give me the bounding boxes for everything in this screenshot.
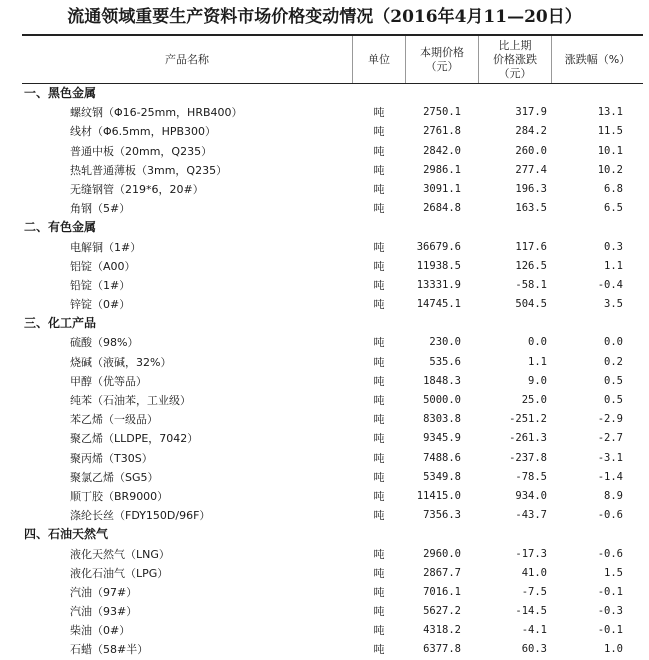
cell-price: 7016.1 [423, 585, 461, 598]
section-title: 四、石油天然气 [24, 527, 109, 542]
cell-pct: 1.5 [604, 566, 623, 579]
cell-product-name: 锌锭（0#） [70, 298, 131, 312]
header-change [479, 36, 551, 83]
table-row [0, 333, 649, 352]
cell-unit: 吨 [373, 605, 385, 619]
table-row [0, 276, 649, 295]
table-row [0, 602, 649, 621]
table-row [0, 545, 649, 564]
cell-price: 230.0 [429, 336, 461, 349]
cell-change: 277.4 [515, 163, 547, 176]
cell-unit: 吨 [373, 336, 385, 350]
table-row [0, 161, 649, 180]
table-row [0, 564, 649, 583]
table-row [0, 180, 649, 199]
cell-change: 0.0 [528, 336, 547, 349]
cell-price: 535.6 [429, 355, 461, 368]
table-body [0, 84, 649, 660]
cell-unit: 吨 [373, 566, 385, 580]
cell-pct: 0.2 [604, 355, 623, 368]
cell-product-name: 角钢（5#） [70, 202, 131, 216]
cell-unit: 吨 [373, 509, 385, 523]
cell-change: 934.0 [515, 489, 547, 502]
section-title: 二、有色金属 [24, 220, 97, 235]
cell-change: -17.3 [515, 547, 547, 560]
cell-unit: 吨 [373, 163, 385, 177]
table-row [0, 353, 649, 372]
cell-pct: -0.1 [597, 585, 623, 598]
cell-pct: 0.5 [604, 394, 623, 406]
cell-price: 9345.9 [423, 432, 461, 445]
cell-product-name: 硫酸（98%） [70, 336, 139, 350]
cell-unit: 吨 [373, 624, 385, 638]
cell-change: 504.5 [515, 298, 547, 311]
header-change-line2: 价格涨跌 [493, 52, 537, 66]
cell-change: -58.1 [515, 278, 547, 291]
cell-pct: 13.1 [597, 106, 623, 119]
cell-unit: 吨 [373, 144, 385, 158]
cell-pct: -0.6 [597, 547, 623, 560]
table-row [0, 295, 649, 314]
cell-pct: 3.5 [604, 298, 623, 311]
cell-unit: 吨 [373, 643, 385, 657]
cell-pct: 8.9 [604, 489, 623, 502]
cell-price: 4318.2 [423, 624, 461, 637]
cell-unit: 吨 [373, 278, 385, 292]
table-row [0, 103, 649, 122]
cell-price: 7356.3 [423, 509, 461, 522]
table-row [0, 583, 649, 602]
cell-price: 2960.0 [423, 547, 461, 560]
header-price-line2: （元） [425, 59, 459, 73]
table-row [0, 621, 649, 640]
cell-pct: 6.5 [604, 202, 623, 215]
cell-pct: 11.5 [597, 125, 623, 138]
cell-change: 317.9 [515, 106, 547, 119]
cell-pct: -0.4 [597, 278, 623, 291]
table-row [0, 257, 649, 276]
cell-pct: 0.5 [604, 374, 623, 387]
cell-pct: 0.3 [604, 240, 623, 253]
cell-price: 1848.3 [423, 374, 461, 387]
cell-unit: 吨 [373, 259, 385, 273]
cell-pct: 0.0 [604, 336, 623, 349]
section-title: 一、黑色金属 [24, 86, 97, 100]
table-row [0, 449, 649, 468]
cell-price: 36679.6 [416, 240, 461, 253]
cell-price: 13331.9 [416, 278, 461, 291]
table-row [0, 506, 649, 525]
cell-product-name: 液化天然气（LNG） [70, 547, 170, 561]
cell-product-name: 电解铜（1#） [70, 240, 142, 254]
header-price [406, 36, 478, 83]
header-price-line1: 本期价格 [420, 45, 464, 59]
cell-unit: 吨 [373, 182, 385, 196]
cell-unit: 吨 [373, 547, 385, 561]
cell-change: 163.5 [515, 202, 547, 215]
cell-pct: -0.6 [597, 509, 623, 522]
cell-change: 126.5 [515, 259, 547, 272]
table-row [0, 142, 649, 161]
cell-price: 2867.7 [423, 566, 461, 579]
header-unit: 单位 [368, 52, 390, 66]
cell-price: 5627.2 [423, 605, 461, 618]
cell-pct: 10.2 [597, 163, 623, 176]
cell-pct: -3.1 [597, 451, 623, 464]
table-row [0, 372, 649, 391]
cell-unit: 吨 [373, 413, 385, 427]
cell-product-name: 聚丙烯（T30S） [70, 451, 153, 465]
section-title: 三、化工产品 [24, 316, 97, 331]
cell-price: 3091.1 [423, 182, 461, 195]
table-row [0, 410, 649, 429]
cell-price: 7488.6 [423, 451, 461, 464]
cell-product-name: 无缝钢管（219*6，20#） [70, 182, 204, 196]
cell-change: -14.5 [515, 605, 547, 618]
cell-price: 11938.5 [416, 259, 461, 272]
table-row [0, 429, 649, 448]
cell-unit: 吨 [373, 470, 385, 484]
cell-price: 5349.8 [423, 470, 461, 483]
cell-product-name: 甲醇（优等品） [70, 374, 147, 388]
cell-product-name: 烧碱（液碱，32%） [70, 355, 172, 369]
cell-product-name: 顺丁胶（BR9000） [70, 489, 169, 503]
cell-price: 2986.1 [423, 163, 461, 176]
cell-product-name: 铝锭（A00） [70, 259, 136, 273]
cell-change: -4.1 [521, 624, 547, 637]
cell-unit: 吨 [373, 489, 385, 503]
cell-pct: -0.3 [597, 605, 623, 618]
cell-price: 5000.0 [423, 394, 461, 406]
table-row [0, 487, 649, 506]
header-product-name: 产品名称 [165, 52, 209, 66]
cell-pct: -2.7 [597, 432, 623, 445]
cell-unit: 吨 [373, 394, 385, 407]
cell-pct: 1.0 [604, 643, 623, 656]
cell-price: 2750.1 [423, 106, 461, 119]
cell-pct: 6.8 [604, 182, 623, 195]
cell-price: 2842.0 [423, 144, 461, 157]
cell-product-name: 铅锭（1#） [70, 278, 131, 292]
cell-price: 8303.8 [423, 413, 461, 426]
cell-product-name: 普通中板（20mm，Q235） [70, 144, 213, 158]
section-row [0, 218, 649, 237]
cell-unit: 吨 [373, 125, 385, 139]
cell-unit: 吨 [373, 106, 385, 120]
header-change-line1: 比上期 [498, 38, 532, 52]
cell-pct: -2.9 [597, 413, 623, 426]
table-row [0, 391, 649, 410]
cell-unit: 吨 [373, 355, 385, 369]
cell-product-name: 线材（Φ6.5mm，HPB300） [70, 125, 217, 139]
cell-unit: 吨 [373, 585, 385, 599]
header-change-line3: （元） [498, 66, 532, 80]
cell-product-name: 纯苯（石油苯，工业级） [70, 394, 191, 407]
cell-pct: 10.1 [597, 144, 623, 157]
cell-change: 41.0 [521, 566, 547, 579]
cell-pct: -0.1 [597, 624, 623, 637]
header-pct: 涨跌幅（%） [564, 52, 631, 66]
cell-product-name: 聚乙烯（LLDPE，7042） [70, 432, 199, 446]
cell-change: -237.8 [509, 451, 547, 464]
cell-change: 9.0 [528, 374, 547, 387]
cell-change: -261.3 [509, 432, 547, 445]
cell-product-name: 柴油（0#） [70, 624, 131, 638]
section-row [0, 84, 649, 103]
table-row [0, 122, 649, 141]
section-row [0, 525, 649, 544]
cell-change: 117.6 [515, 240, 547, 253]
table-row [0, 238, 649, 257]
cell-price: 11415.0 [416, 489, 461, 502]
page-title: 流通领域重要生产资料市场价格变动情况（2016年4月11—20日） [67, 7, 582, 27]
cell-product-name: 涤纶长丝（FDY150D/96F） [70, 509, 211, 523]
cell-pct: 1.1 [604, 259, 623, 272]
cell-change: -7.5 [521, 585, 547, 598]
cell-product-name: 聚氯乙烯（SG5） [70, 470, 159, 484]
cell-price: 6377.8 [423, 643, 461, 656]
cell-unit: 吨 [373, 240, 385, 254]
cell-unit: 吨 [373, 298, 385, 312]
cell-change: -78.5 [515, 470, 547, 483]
cell-change: 260.0 [515, 144, 547, 157]
cell-price: 2761.8 [423, 125, 461, 138]
cell-unit: 吨 [373, 202, 385, 216]
cell-unit: 吨 [373, 432, 385, 446]
cell-product-name: 螺纹钢（Φ16-25mm，HRB400） [70, 106, 243, 120]
cell-change: 1.1 [528, 355, 547, 368]
section-row [0, 314, 649, 333]
cell-change: 60.3 [521, 643, 547, 656]
cell-change: -43.7 [515, 509, 547, 522]
cell-product-name: 苯乙烯（一级品） [70, 413, 158, 427]
table-row [0, 640, 649, 659]
table-row [0, 468, 649, 487]
cell-product-name: 液化石油气（LPG） [70, 566, 169, 580]
cell-change: -251.2 [509, 413, 547, 426]
cell-unit: 吨 [373, 374, 385, 388]
cell-pct: -1.4 [597, 470, 623, 483]
cell-change: 196.3 [515, 182, 547, 195]
cell-unit: 吨 [373, 451, 385, 465]
cell-product-name: 汽油（97#） [70, 585, 138, 599]
table-row [0, 199, 649, 218]
cell-change: 284.2 [515, 125, 547, 138]
cell-price: 2684.8 [423, 202, 461, 215]
cell-price: 14745.1 [416, 298, 461, 311]
cell-change: 25.0 [521, 394, 547, 406]
cell-product-name: 汽油（93#） [70, 605, 138, 619]
cell-product-name: 石蜡（58#半） [70, 643, 149, 657]
cell-product-name: 热轧普通薄板（3mm，Q235） [70, 163, 228, 177]
